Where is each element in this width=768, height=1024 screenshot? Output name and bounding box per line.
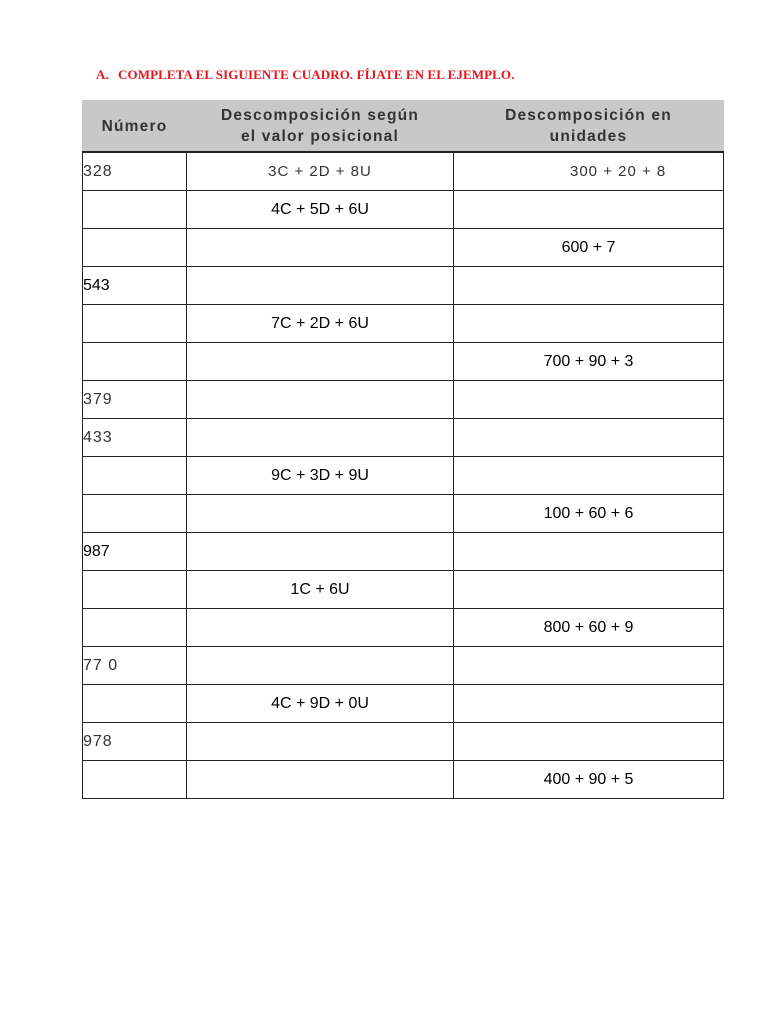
table-row bbox=[83, 267, 724, 305]
cell-positional bbox=[187, 609, 454, 647]
cell-units: 700 + 90 + 3 bbox=[454, 343, 724, 381]
cell-positional: 9C + 3D + 9U bbox=[187, 457, 454, 495]
decomposition-table bbox=[82, 100, 724, 799]
cell-positional bbox=[187, 229, 454, 267]
cell-positional bbox=[187, 267, 454, 305]
cell-units: 600 + 7 bbox=[454, 229, 724, 267]
table-row bbox=[83, 495, 724, 533]
table-row bbox=[83, 191, 724, 229]
cell-positional: 4C + 9D + 0U bbox=[187, 685, 454, 723]
table-body bbox=[83, 152, 724, 799]
table-row bbox=[83, 761, 724, 799]
cell-positional bbox=[187, 647, 454, 685]
cell-positional: 1C + 6U bbox=[187, 571, 454, 609]
cell-units bbox=[454, 647, 724, 685]
table-row bbox=[83, 305, 724, 343]
table-row bbox=[83, 152, 724, 191]
cell-number: 987 bbox=[83, 533, 187, 571]
cell-number bbox=[83, 685, 187, 723]
cell-positional bbox=[187, 761, 454, 799]
cell-number bbox=[83, 609, 187, 647]
cell-positional bbox=[187, 381, 454, 419]
cell-units: 400 + 90 + 5 bbox=[454, 761, 724, 799]
header-units: Descomposición en unidades bbox=[454, 101, 724, 153]
cell-units bbox=[454, 191, 724, 229]
cell-positional: 3C + 2D + 8U bbox=[187, 152, 454, 191]
instruction-text: COMPLETA EL SIGUIENTE CUADRO. FÍJATE EN EL EJEMPLO. bbox=[118, 67, 515, 82]
cell-units bbox=[454, 685, 724, 723]
table-row bbox=[83, 343, 724, 381]
table-row bbox=[83, 419, 724, 457]
cell-positional bbox=[187, 343, 454, 381]
cell-positional bbox=[187, 533, 454, 571]
table-row bbox=[83, 647, 724, 685]
cell-number bbox=[83, 305, 187, 343]
cell-units bbox=[454, 381, 724, 419]
cell-number: 77 0 bbox=[83, 647, 187, 685]
cell-number bbox=[83, 343, 187, 381]
cell-units: 100 + 60 + 6 bbox=[454, 495, 724, 533]
cell-number: 433 bbox=[83, 419, 187, 457]
table-row bbox=[83, 723, 724, 761]
cell-positional: 4C + 5D + 6U bbox=[187, 191, 454, 229]
instruction-marker: A. bbox=[96, 67, 109, 82]
cell-units: 300 + 20 + 8 bbox=[454, 152, 724, 191]
table-row bbox=[83, 533, 724, 571]
header-positional: Descomposición según el valor posicional bbox=[187, 101, 454, 153]
cell-number bbox=[83, 457, 187, 495]
cell-number bbox=[83, 229, 187, 267]
cell-units bbox=[454, 571, 724, 609]
cell-number bbox=[83, 495, 187, 533]
cell-units bbox=[454, 533, 724, 571]
table-header-row bbox=[83, 101, 724, 153]
cell-units: 800 + 60 + 9 bbox=[454, 609, 724, 647]
cell-units bbox=[454, 457, 724, 495]
cell-number bbox=[83, 571, 187, 609]
cell-positional bbox=[187, 495, 454, 533]
cell-number bbox=[83, 761, 187, 799]
cell-units bbox=[454, 305, 724, 343]
cell-number: 978 bbox=[83, 723, 187, 761]
cell-units bbox=[454, 267, 724, 305]
table-row bbox=[83, 229, 724, 267]
cell-number bbox=[83, 191, 187, 229]
cell-positional: 7C + 2D + 6U bbox=[187, 305, 454, 343]
header-number: Número bbox=[83, 101, 187, 153]
table-row bbox=[83, 609, 724, 647]
table-row bbox=[83, 457, 724, 495]
cell-units bbox=[454, 419, 724, 457]
cell-number: 379 bbox=[83, 381, 187, 419]
table-row bbox=[83, 571, 724, 609]
cell-positional bbox=[187, 723, 454, 761]
cell-number: 543 bbox=[83, 267, 187, 305]
table-row bbox=[83, 381, 724, 419]
cell-positional bbox=[187, 419, 454, 457]
cell-number: 328 bbox=[83, 152, 187, 191]
instruction-heading bbox=[96, 67, 515, 83]
cell-units bbox=[454, 723, 724, 761]
table-row bbox=[83, 685, 724, 723]
